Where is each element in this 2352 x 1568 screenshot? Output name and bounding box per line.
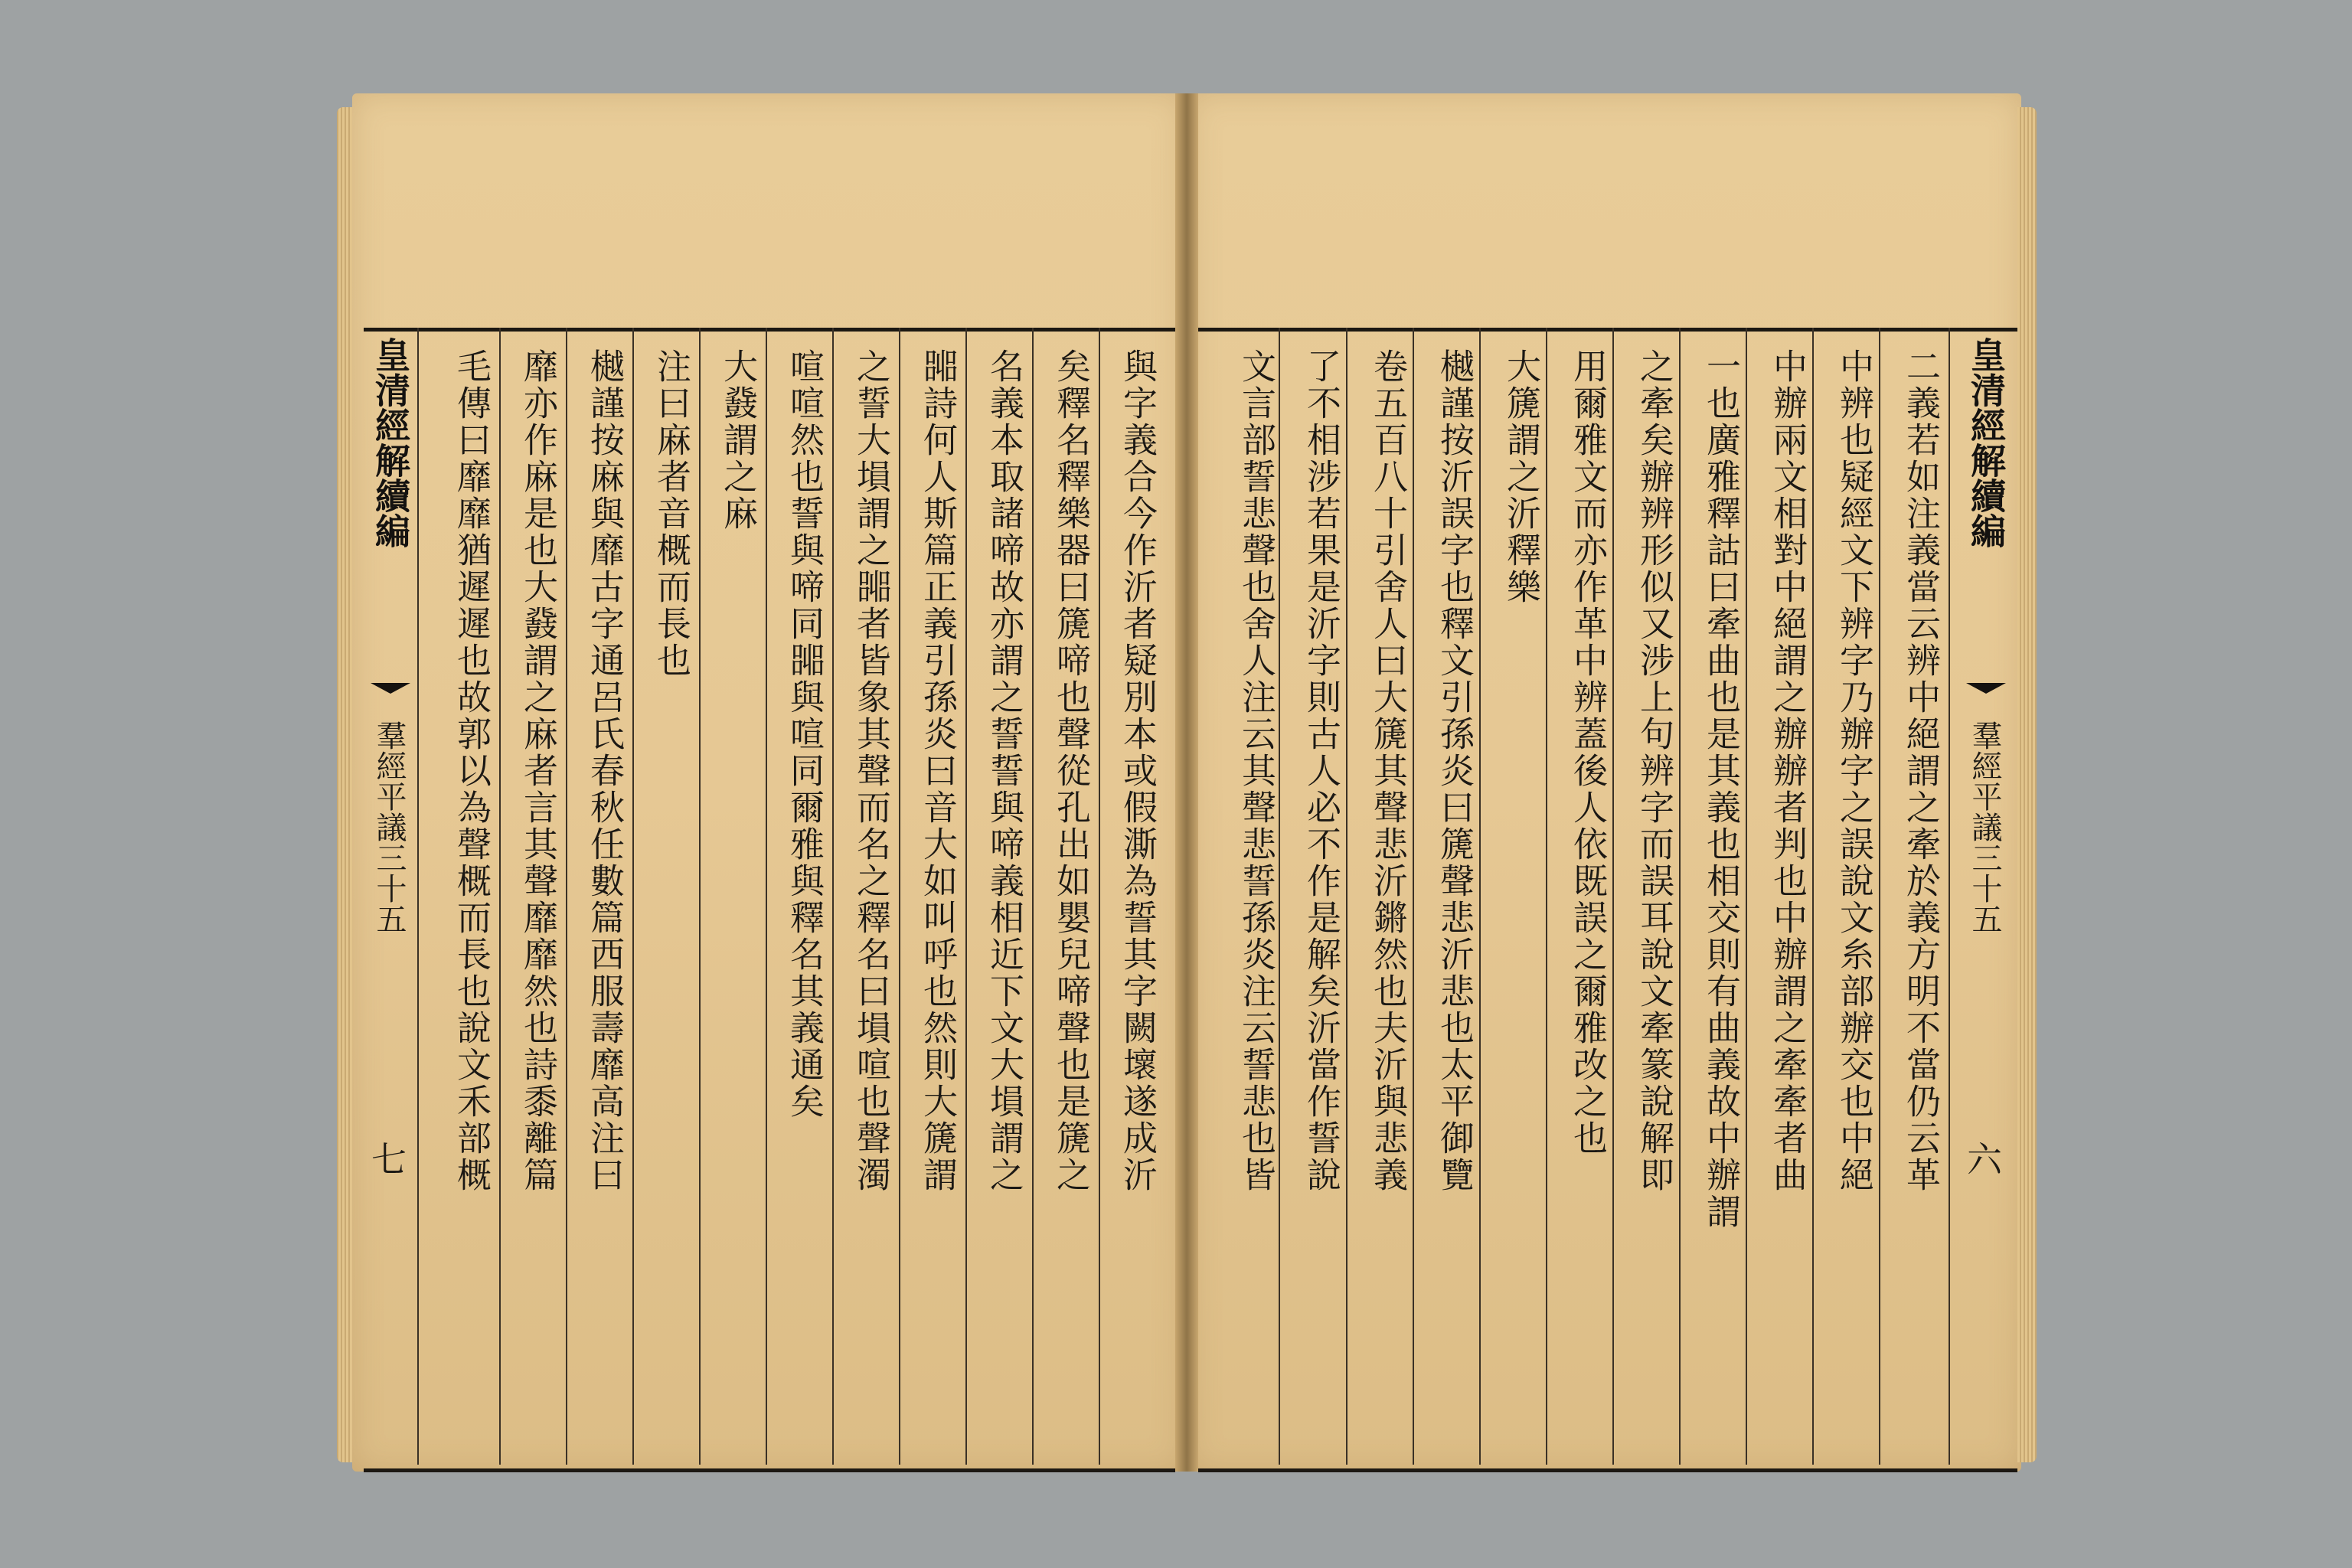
right-text-column-3: 中辦兩文相對中絕謂之辦辦者判也中辦謂之牽牽者曲 — [1767, 348, 1808, 1194]
left-section-label: 羣經平議三十五 — [371, 720, 407, 934]
column-rule — [766, 328, 767, 1465]
column-rule — [1879, 328, 1880, 1465]
right-banner-title: 皇清經解續編 — [1965, 337, 2007, 548]
right-text-column-9: 卷五百八十引舍人曰大篪其聲悲沂鏘然也夫沂與悲義 — [1367, 348, 1408, 1194]
column-rule — [1479, 328, 1481, 1465]
column-rule — [499, 328, 501, 1465]
left-text-column-4: 嘂詩何人斯篇正義引孫炎曰音大如叫呼也然則大篪謂 — [917, 348, 958, 1194]
book-gutter — [1175, 93, 1198, 1472]
right-folio-number: 六 — [1962, 1141, 2003, 1176]
column-rule — [1099, 328, 1100, 1465]
right-text-column-7: 大篪謂之沂釋樂 — [1501, 348, 1541, 606]
left-text-column-11: 毛傳曰靡靡猶遲遲也故郭以為聲概而長也說文禾部概 — [451, 348, 492, 1194]
column-rule — [1746, 328, 1747, 1465]
right-text-column-2: 中辨也疑經文下辨字乃辦字之誤說文糸部辦交也中絕 — [1834, 348, 1874, 1194]
left-banner-rule — [417, 328, 419, 1465]
right-text-column-6: 用爾雅文而亦作革中辨蓋後人依既誤之爾雅改之也 — [1567, 348, 1608, 1157]
column-rule — [1612, 328, 1614, 1465]
column-rule — [1679, 328, 1681, 1465]
open-book — [337, 84, 2037, 1493]
left-text-column-6: 喧喧然也誓與啼同嘂與喧同爾雅與釋名其義通矣 — [784, 348, 825, 1120]
left-banner-title: 皇清經解續編 — [370, 337, 411, 548]
left-text-column-8: 注曰麻者音概而長也 — [651, 348, 691, 679]
right-text-column-1: 二義若如注義當云辨中絕謂之牽於義方明不當仍云革 — [1900, 348, 1941, 1194]
right-banner-rule — [1949, 328, 1950, 1465]
column-rule — [632, 328, 634, 1465]
right-text-column-5: 之牽矣辦辨形似又涉上句辨字而誤耳說文牽篆說解即 — [1634, 348, 1674, 1194]
column-rule — [1413, 328, 1414, 1465]
left-folio-number: 七 — [366, 1141, 407, 1176]
column-rule — [566, 328, 567, 1465]
column-rule — [1546, 328, 1547, 1465]
left-text-column-5: 之誓大塤謂之嘂者皆象其聲而名之釋名曰塤喧也聲濁 — [851, 348, 891, 1194]
right-text-column-11: 文言部誓悲聲也舍人注云其聲悲誓孫炎注云誓悲也皆 — [1236, 348, 1276, 1194]
column-rule — [1346, 328, 1348, 1465]
left-text-column-9: 樾謹按麻與靡古字通呂氏春秋任數篇西服壽靡高注曰 — [584, 348, 625, 1194]
right-text-column-4: 一也廣雅釋詁曰牽曲也是其義也相交則有曲義故中辦謂 — [1700, 348, 1741, 1230]
column-rule — [699, 328, 701, 1465]
column-rule — [965, 328, 967, 1465]
right-section-label: 羣經平議三十五 — [1967, 720, 2002, 934]
column-rule — [1812, 328, 1814, 1465]
right-text-column-10: 了不相涉若果是沂字則古人必不作是解矣沂當作誓說 — [1301, 348, 1341, 1194]
column-rule — [832, 328, 834, 1465]
left-text-column-10: 靡亦作麻是也大鼗謂之麻者言其聲靡靡然也詩黍離篇 — [518, 348, 558, 1194]
left-text-column-7: 大鼗謂之麻 — [717, 348, 758, 532]
right-text-column-8: 樾謹按沂誤字也釋文引孫炎曰篪聲悲沂悲也太平御覽 — [1434, 348, 1475, 1194]
left-text-column-2: 矣釋名釋樂器曰篪啼也聲從孔出如嬰兒啼聲也是篪之 — [1050, 348, 1091, 1194]
page-edges-right — [2017, 107, 2037, 1462]
left-text-column-1: 與字義合今作沂者疑別本或假澌為誓其字闕壞遂成沂 — [1117, 348, 1158, 1194]
column-rule — [1032, 328, 1034, 1465]
left-text-column-3: 名義本取諸啼故亦謂之誓誓與啼義相近下文大塤謂之 — [984, 348, 1024, 1194]
column-rule — [1279, 328, 1280, 1465]
column-rule — [899, 328, 900, 1465]
